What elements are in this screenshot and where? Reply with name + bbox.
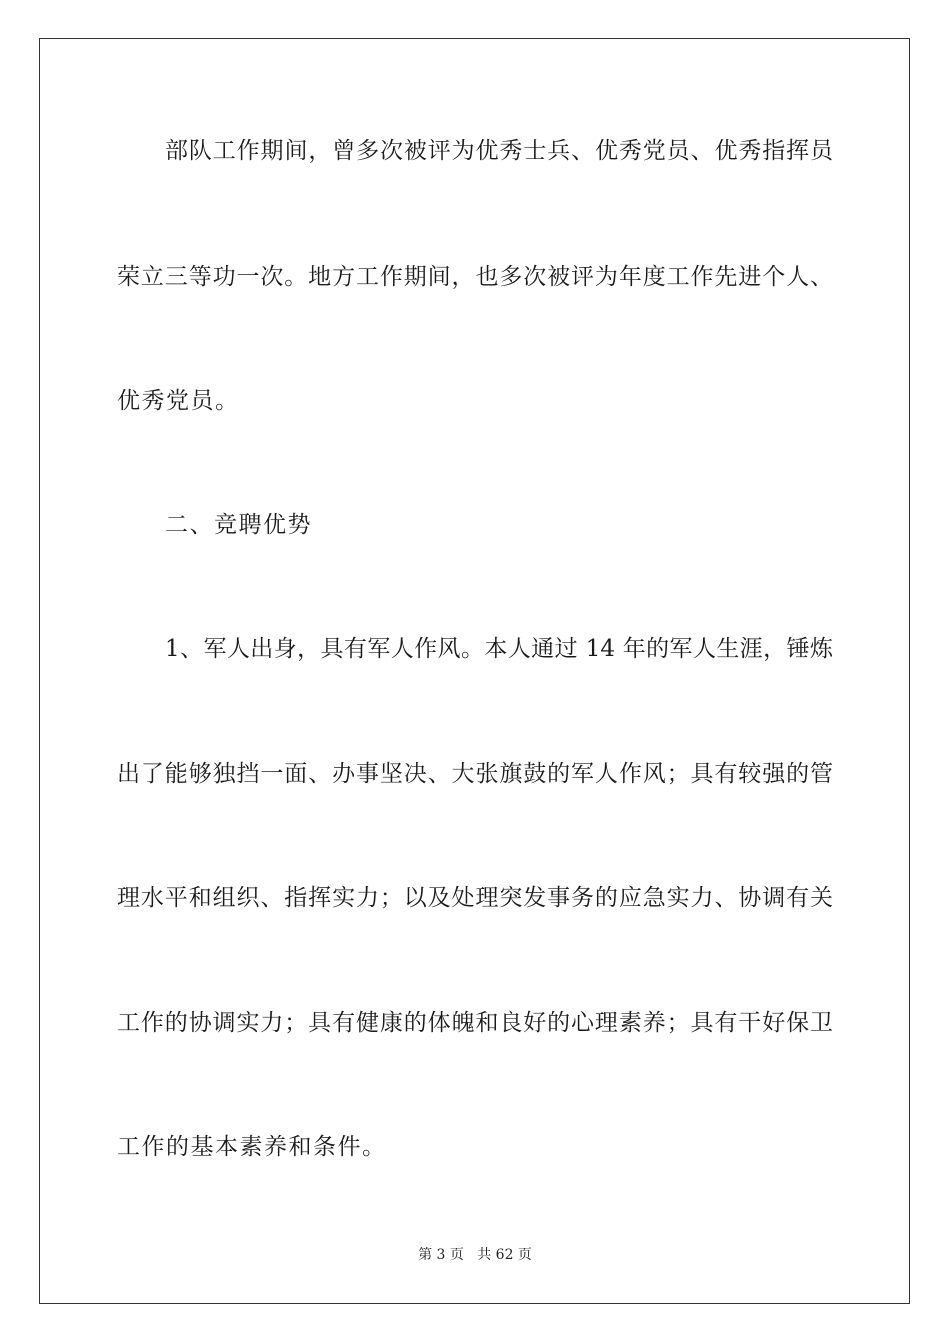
text-line: 理水平和组织、指挥实力；以及处理突发事务的应急实力、协调有关 <box>117 885 833 911</box>
section-heading: 二、竞聘优势 <box>165 512 312 538</box>
text-line: 出了能够独挡一面、办事坚决、大张旗鼓的军人作风；具有较强的管 <box>117 761 833 787</box>
text-line: 1、军人出身，具有军人作风。本人通过 14 年的军人生涯，锤炼 <box>165 636 833 662</box>
page-frame <box>39 38 910 1304</box>
text-line: 优秀党员。 <box>117 388 240 414</box>
text-line: 荣立三等功一次。地方工作期间，也多次被评为年度工作先进个人、 <box>117 264 833 290</box>
page-number-footer: 第 3 页 共 62 页 <box>418 1247 532 1263</box>
text-line: 工作的基本素养和条件。 <box>117 1134 387 1160</box>
text-line: 工作的协调实力；具有健康的体魄和良好的心理素养；具有干好保卫 <box>117 1010 833 1036</box>
text-line: 部队工作期间，曾多次被评为优秀士兵、优秀党员、优秀指挥员 <box>165 138 833 164</box>
